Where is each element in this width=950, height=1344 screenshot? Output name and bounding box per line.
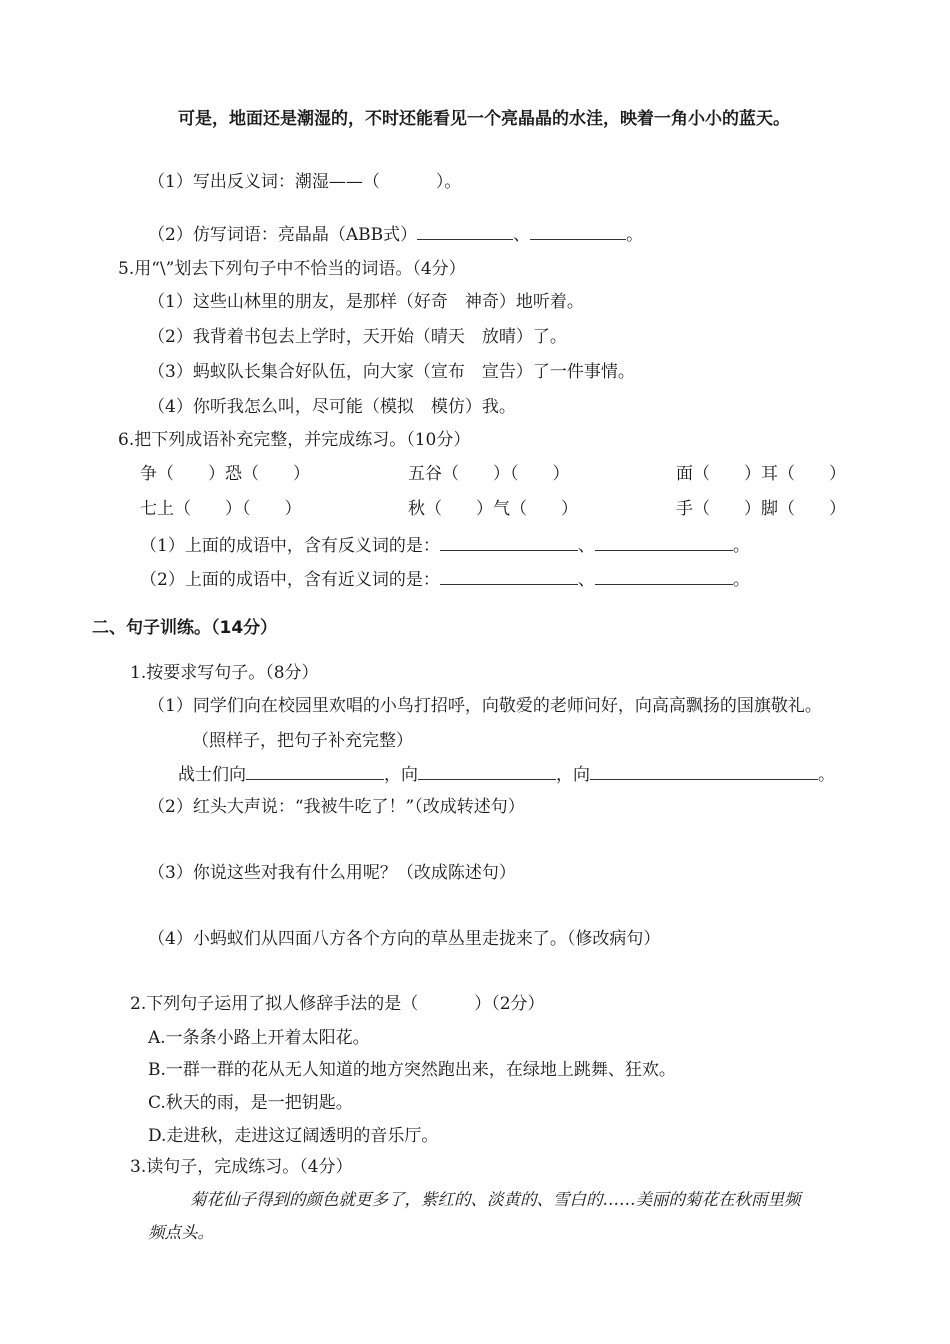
idiom-cell: 秋（ ）气（ ） (408, 499, 578, 519)
s1-part4: （4）小蚂蚁们从四面八方各个方向的草丛里走拢来了。（修改病句） (148, 929, 661, 949)
q4-part1 (148, 171, 461, 193)
q6-sub1-text: （1）上面的成语中，含有反义词的是： (140, 536, 440, 556)
s1-part2: （2）红头大声说：“我被牛吃了！”（改成转述句） (148, 797, 525, 817)
idiom-cell: 争（ ）恐（ ） (140, 464, 310, 484)
period: 。 (732, 570, 750, 590)
option-d: D.走进秋，走进这辽阔透明的音乐厅。 (148, 1126, 439, 1146)
separator: 、 (577, 536, 595, 556)
idiom-cell: 手（ ）脚（ ） (676, 499, 846, 519)
separator: 、 (513, 225, 531, 245)
idiom-cell: 五谷（ ）（ ） (408, 464, 570, 484)
section-2-heading: 二、句子训练。（14分） (92, 618, 278, 638)
idiom-cell: 七上（ ）（ ） (140, 499, 302, 519)
passage: 可是，地面还是潮湿的，不时还能看见一个亮晶晶的水洼，映着一角小小的蓝天。 (178, 109, 790, 129)
s1-title: 1.按要求写句子。（8分） (130, 663, 319, 683)
answer-blank[interactable] (595, 568, 733, 585)
period: 。 (626, 225, 644, 245)
s1-part3: （3）你说这些对我有什么用呢？（改成陈述句） (148, 863, 516, 883)
q4-part2-text: （2）仿写词语：亮晶晶（ABB式） (148, 225, 418, 245)
period: 。 (818, 765, 835, 785)
separator: 、 (577, 570, 595, 590)
answer-blank[interactable] (590, 763, 818, 780)
s1-fill-line (178, 763, 835, 786)
s3-text-line2: 频点头。 (148, 1223, 214, 1242)
q6-sub2-text: （2）上面的成语中，含有近义词的是： (140, 570, 440, 590)
q6-sub1 (140, 534, 750, 557)
s3-title: 3.读句子，完成练习。（4分） (130, 1157, 353, 1177)
q4-part1-text: （1）写出反义词：潮湿——（ (148, 172, 380, 192)
q4-part1-end: ）。 (435, 172, 462, 192)
q4-part2 (148, 223, 643, 246)
idiom-cell: 面（ ）耳（ ） (676, 464, 846, 484)
period: 。 (732, 536, 750, 556)
q5-item: （1）这些山林里的朋友，是那样（好奇 神奇）地听着。 (148, 292, 584, 312)
s1-part1-note: （照样子，把句子补充完整） (192, 731, 413, 751)
fill-text: ，向 (556, 765, 590, 785)
option-b: B.一群一群的花从无人知道的地方突然跑出来，在绿地上跳舞、狂欢。 (148, 1060, 676, 1080)
s1-part1: （1）同学们向在校园里欢唱的小鸟打招呼，向敬爱的老师问好，向高高飘扬的国旗敬礼。 (148, 696, 822, 716)
q5-item: （4）你听我怎么叫，尽可能（模拟 模仿）我。 (148, 397, 516, 417)
answer-blank[interactable] (530, 223, 626, 240)
answer-blank[interactable] (246, 763, 384, 780)
q5-item: （2）我背着书包去上学时，天开始（晴天 放晴）了。 (148, 327, 567, 347)
q5-title: 5.用“\”划去下列句子中不恰当的词语。（4分） (118, 259, 466, 279)
s3-text-line1: 菊花仙子得到的颜色就更多了，紫红的、淡黄的、雪白的……美丽的菊花在秋雨里频 (190, 1190, 801, 1209)
fill-text: ，向 (384, 765, 418, 785)
answer-blank[interactable] (595, 534, 733, 551)
answer-blank[interactable] (417, 223, 513, 240)
q5-item: （3）蚂蚁队长集合好队伍，向大家（宣布 宣告）了一件事情。 (148, 362, 635, 382)
answer-blank[interactable] (440, 568, 578, 585)
s2-title-text: 2.下列句子运用了拟人修辞手法的是（ (130, 994, 419, 1014)
option-a: A.一条条小路上开着太阳花。 (148, 1028, 370, 1048)
fill-text: 战士们向 (178, 765, 246, 785)
option-c: C.秋天的雨，是一把钥匙。 (148, 1093, 353, 1113)
s2-title (130, 993, 545, 1015)
answer-blank[interactable] (418, 763, 556, 780)
q6-sub2 (140, 568, 750, 591)
answer-blank[interactable] (440, 534, 578, 551)
q6-title: 6.把下列成语补充完整，并完成练习。（10分） (118, 430, 471, 450)
s2-title-end: ）（2分） (474, 994, 545, 1014)
